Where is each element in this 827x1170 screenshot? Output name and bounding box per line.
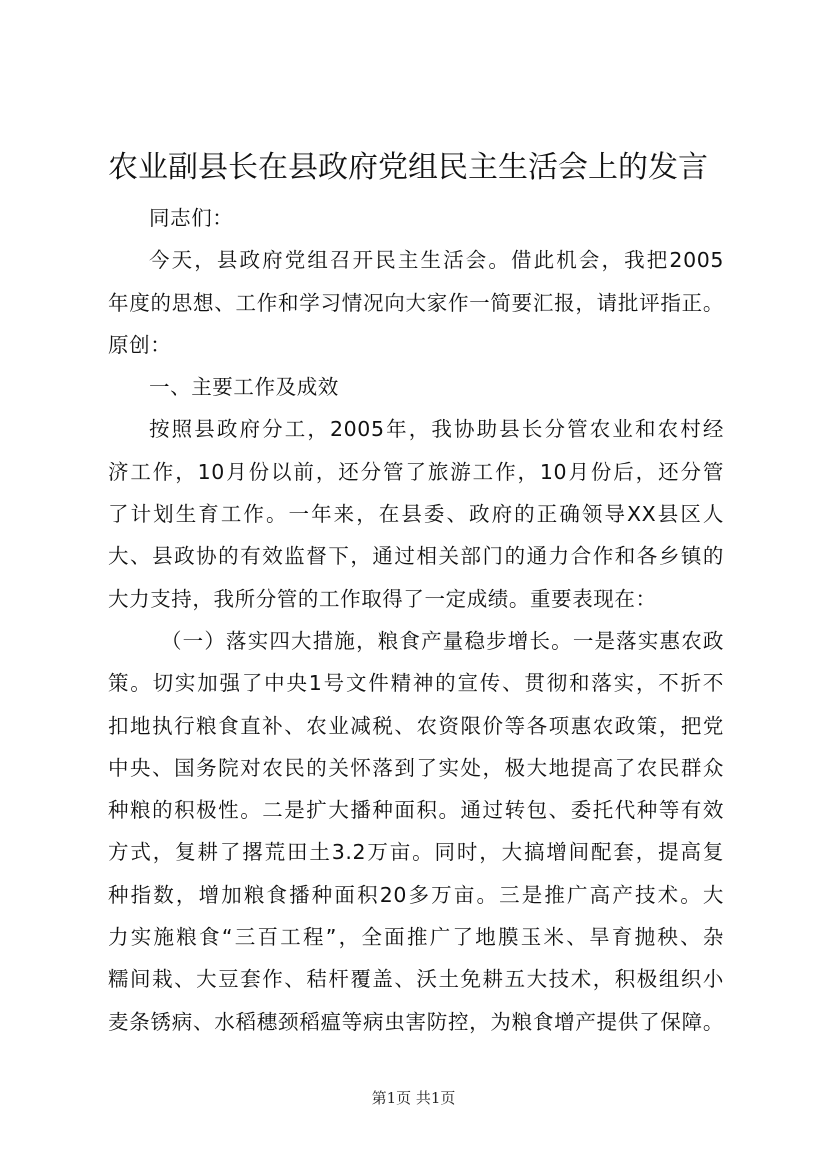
salutation-line: 同志们：: [149, 206, 234, 230]
paragraph-line: 扣地执行粮食直补、农业减税、农资限价等各项惠农政策，把党: [108, 713, 724, 738]
paragraph-line: 年度的思想、工作和学习情况向大家作一简要汇报，请批评指正。: [108, 290, 724, 315]
paragraph-line: 种粮的积极性。二是扩大播种面积。通过转包、委托代种等有效: [108, 798, 724, 823]
paragraph-line: 麦条锈病、水稻穗颈稻瘟等病虫害防控，为粮食增产提供了保障。: [108, 1009, 724, 1034]
paragraph-line: 种指数，增加粮食播种面积20多万亩。三是推广高产技术。大: [108, 882, 724, 907]
section-heading: 一、主要工作及成效: [149, 375, 339, 400]
document-title: 农业副县长在县政府党组民主生活会上的发言: [108, 150, 708, 185]
paragraph-line: 了计划生育工作。一年来，在县委、政府的正确领导XX县区人: [108, 502, 724, 527]
paragraph-line: 力实施粮食“三百工程”，全面推广了地膜玉米、旱育抛秧、杂: [108, 925, 724, 950]
paragraph-line: 济工作，10月份以前，还分管了旅游工作，10月份后，还分管: [108, 459, 724, 484]
document-body: [108, 197, 724, 1043]
paragraph-line: 大、县政协的有效监督下，通过相关部门的通力合作和各乡镇的: [108, 544, 724, 569]
paragraph-line: 原创：: [108, 332, 172, 357]
paragraph-line: 糯间栽、大豆套作、秸杆覆盖、沃土免耕五大技术，积极组织小: [108, 967, 724, 992]
page-number-footer: 第1页 共1页: [371, 1089, 456, 1107]
paragraph-line: 策。切实加强了中央1号文件精神的宣传、贯彻和落实，不折不: [108, 671, 724, 696]
paragraph-line: 方式，复耕了撂荒田土3.2万亩。同时，大搞增间配套，提高复: [108, 840, 724, 865]
paragraph-line: 今天，县政府党组召开民主生活会。借此机会，我把2005: [149, 248, 724, 273]
paragraph-line: 中央、国务院对农民的关怀落到了实处，极大地提高了农民群众: [108, 755, 724, 780]
paragraph-line: （一）落实四大措施，粮食产量稳步增长。一是落实惠农政: [161, 628, 724, 653]
paragraph-line: 大力支持，我所分管的工作取得了一定成绩。重要表现在：: [108, 586, 657, 611]
paragraph-line: 按照县政府分工，2005年，我协助县长分管农业和农村经: [149, 417, 724, 442]
